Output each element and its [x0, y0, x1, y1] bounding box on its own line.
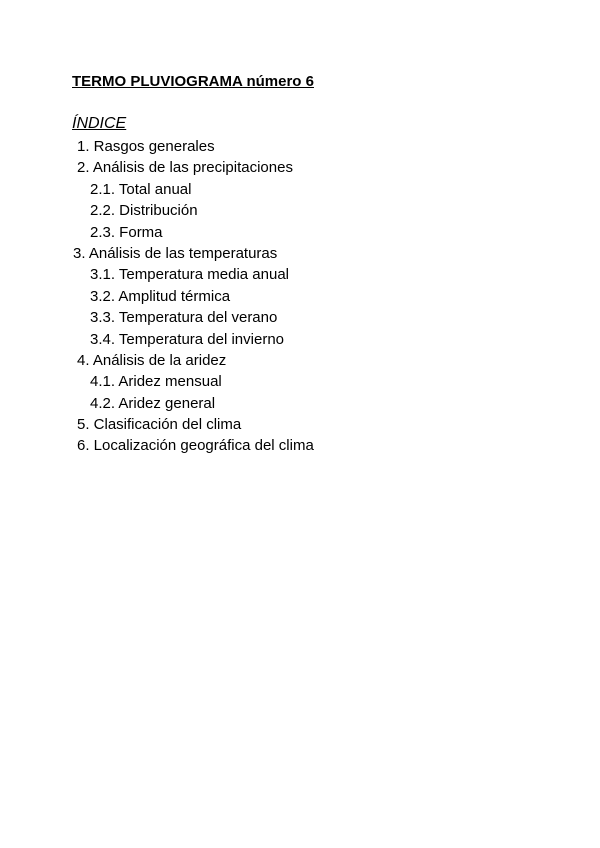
toc-item: 2.3. Forma: [90, 223, 163, 241]
toc-item: 2.1. Total anual: [90, 180, 192, 198]
toc-item: 3. Análisis de las temperaturas: [73, 244, 278, 262]
toc-item: 3.2. Amplitud térmica: [90, 287, 231, 305]
toc-item: 3.4. Temperatura del invierno: [90, 330, 285, 348]
document-title: TERMO PLUVIOGRAMA número 6: [72, 73, 314, 90]
toc-item: 4.1. Aridez mensual: [90, 373, 222, 391]
toc-item: 1. Rasgos generales: [77, 138, 215, 155]
toc-item: 2. Análisis de las precipitaciones: [77, 159, 293, 177]
toc-item: 4. Análisis de la aridez: [77, 351, 227, 369]
toc-item: 4.2. Aridez general: [90, 394, 216, 412]
toc-item: 3.1. Temperatura media anual: [90, 266, 290, 284]
index-heading: ÍNDICE: [72, 115, 127, 132]
table-of-contents: [0, 136, 314, 457]
toc-item: 2.2. Distribución: [90, 202, 198, 220]
toc-item: 6. Localización geográfica del clima: [77, 437, 314, 455]
toc-item: 3.3. Temperatura del verano: [90, 309, 278, 327]
toc-item: 5. Clasificación del clima: [77, 416, 242, 434]
